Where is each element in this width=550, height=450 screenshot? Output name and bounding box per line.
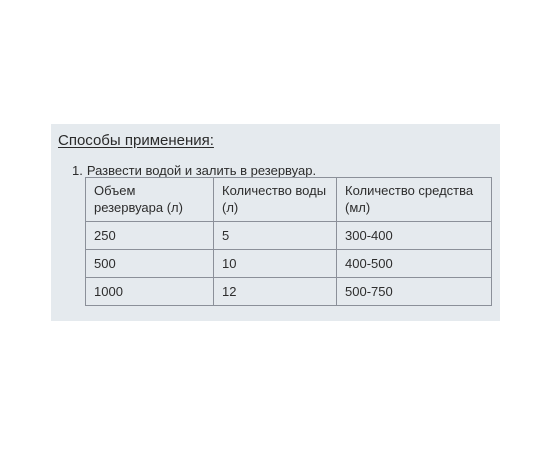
cell-tank-volume: 1000 xyxy=(86,278,214,306)
dilution-table xyxy=(85,177,492,306)
step-number: 1. xyxy=(72,163,83,178)
cell-water-amount: 5 xyxy=(214,222,337,250)
cell-tank-volume: 500 xyxy=(86,250,214,278)
table-row xyxy=(86,278,492,306)
cell-water-amount: 12 xyxy=(214,278,337,306)
cell-product-amount: 400-500 xyxy=(337,250,492,278)
cell-water-amount: 10 xyxy=(214,250,337,278)
usage-panel xyxy=(51,124,500,321)
section-heading: Способы применения: xyxy=(58,132,214,149)
cell-product-amount: 300-400 xyxy=(337,222,492,250)
cell-product-amount: 500-750 xyxy=(337,278,492,306)
header-product-amount: Количество средства (мл) xyxy=(337,178,492,222)
table-header-row xyxy=(86,178,492,222)
step-text: Развести водой и залить в резервуар. xyxy=(86,163,317,178)
table-row xyxy=(86,250,492,278)
cell-tank-volume: 250 xyxy=(86,222,214,250)
header-tank-volume: Объем резервуара (л) xyxy=(86,178,214,222)
step-item xyxy=(72,163,316,178)
table-row xyxy=(86,222,492,250)
header-water-amount: Количество воды (л) xyxy=(214,178,337,222)
